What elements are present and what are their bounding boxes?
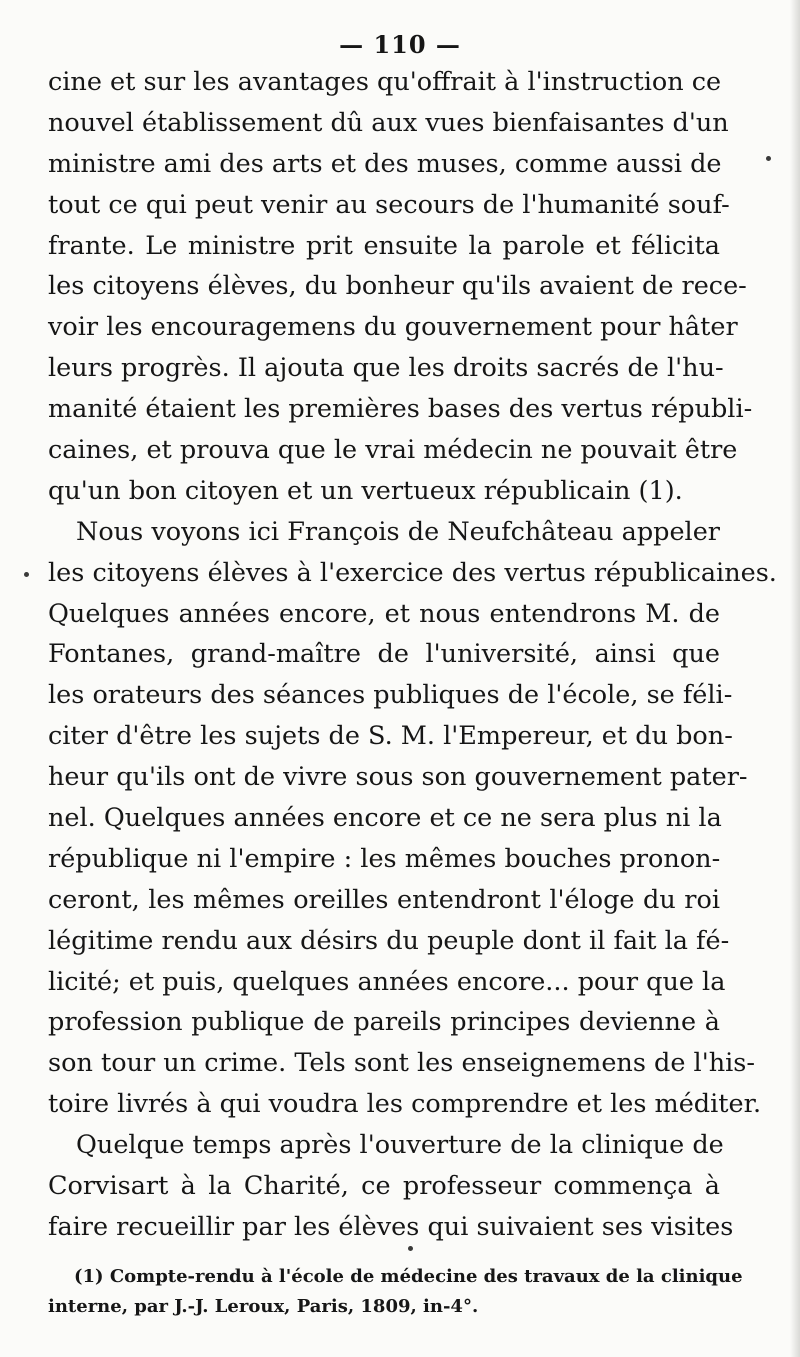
print-speck bbox=[766, 156, 771, 161]
text-line: Quelques années encore, et nous entendrons M. de bbox=[48, 598, 720, 629]
text-line: faire recueillir par les élèves qui suivaient ses visites bbox=[48, 1211, 734, 1242]
text-line: ceront, les mêmes oreilles entendront l'éloge du roi bbox=[48, 884, 720, 915]
page-edge-shadow bbox=[790, 0, 800, 1357]
text-line: nel. Quelques années encore et ce ne sera plus ni la bbox=[48, 803, 722, 834]
text-line: profession publique de pareils principes devienne à bbox=[48, 1007, 720, 1038]
text-line: leurs progrès. Il ajouta que les droits sacrés de l'hu- bbox=[48, 353, 724, 384]
text-line: tout ce qui peut venir au secours de l'humanité souf- bbox=[48, 189, 730, 220]
text-line: république ni l'empire : les mêmes bouches pronon- bbox=[48, 843, 721, 874]
text-line: les citoyens élèves à l'exercice des vertus républicaines. bbox=[48, 557, 777, 588]
body-text bbox=[48, 62, 777, 1248]
text-line: caines, et prouva que le vrai médecin ne pouvait être bbox=[48, 435, 738, 466]
text-line: les citoyens élèves, du bonheur qu'ils avaient de rece- bbox=[48, 271, 747, 302]
text-line: heur qu'ils ont de vivre sous son gouvernement pater- bbox=[48, 762, 748, 793]
text-line: licité; et puis, quelques années encore... pour que la bbox=[48, 966, 726, 997]
text-line: Corvisart à la Charité, ce professeur commença à bbox=[48, 1171, 720, 1202]
text-line: qu'un bon citoyen et un vertueux républicain (1). bbox=[48, 475, 683, 506]
text-line: citer d'être les sujets de S. M. l'Empereur, et du bon- bbox=[48, 721, 733, 752]
text-line-paragraph-start: Nous voyons ici François de Neufchâteau appeler bbox=[76, 516, 720, 547]
text-line: légitime rendu aux désirs du peuple dont il fait la fé- bbox=[48, 925, 730, 956]
text-line: ministre ami des arts et des muses, comme aussi de bbox=[48, 148, 722, 179]
text-line: les orateurs des séances publiques de l'école, se féli- bbox=[48, 680, 733, 711]
page-number: — 110 — bbox=[339, 30, 461, 59]
text-line: voir les encouragemens du gouvernement pour hâter bbox=[48, 312, 738, 343]
text-line: manité étaient les premières bases des vertus républi- bbox=[48, 394, 753, 425]
print-speck bbox=[408, 1246, 413, 1251]
footnote-line: interne, par J.-J. Leroux, Paris, 1809, in-4°. bbox=[48, 1296, 479, 1317]
text-line: nouvel établissement dû aux vues bienfaisantes d'un bbox=[48, 107, 729, 138]
footnote bbox=[48, 1262, 743, 1322]
print-speck bbox=[24, 572, 29, 577]
text-line: cine et sur les avantages qu'offrait à l'instruction ce bbox=[48, 67, 722, 97]
text-line: toire livrés à qui voudra les comprendre et les méditer. bbox=[48, 1089, 762, 1120]
text-line: Fontanes, grand-maître de l'université, ainsi que bbox=[48, 639, 720, 670]
text-line: frante. Le ministre prit ensuite la parole et félicita bbox=[48, 230, 720, 261]
text-line-paragraph-start: Quelque temps après l'ouverture de la clinique de bbox=[76, 1130, 724, 1161]
text-line: son tour un crime. Tels sont les enseignemens de l'his- bbox=[48, 1048, 756, 1079]
footnote-line: (1) Compte-rendu à l'école de médecine des travaux de la clinique bbox=[74, 1266, 743, 1287]
